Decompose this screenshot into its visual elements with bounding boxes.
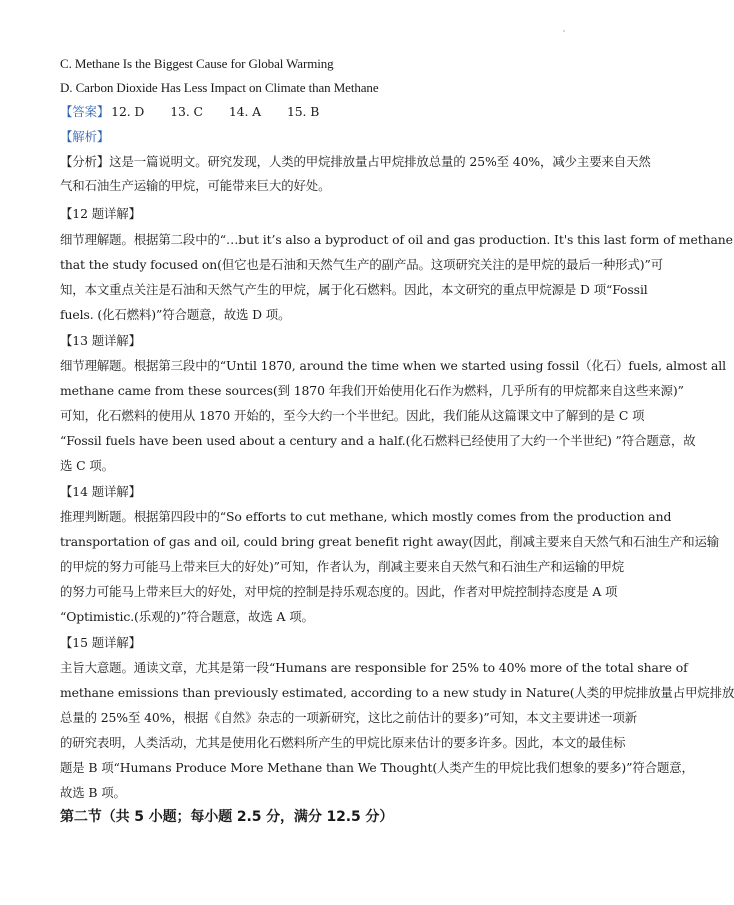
q12-line: fuels. (化石燃料)”符合题意，故选 D 项。 [60, 307, 291, 322]
q13-line: 可知，化石燃料的使用从 1870 开始的，至今大约一个半世纪。因此，我们能从这篇课文中了解到的是 C 项 [60, 408, 645, 423]
q13-line: methane came from these sources(到 1870 年我们开始使用化石作为燃料，几乎所有的甲烷都来自这些来源)” [60, 383, 684, 398]
option-c: C. Methane Is the Biggest Cause for Global Warming [60, 56, 334, 71]
q14-line: 推理判断题。根据第四段中的“So efforts to cut methane, which mostly comes from the production and [60, 509, 672, 524]
q15-line: 总量的 25%至 40%，根据《自然》杂志的一项新研究，这比之前估计的要多)”可知，本文主要讲述一项新 [60, 710, 638, 725]
q15-line: 的研究表明，人类活动，尤其是使用化石燃料所产生的甲烷比原来估计的要多许多。因此，本文的最佳标 [60, 735, 626, 750]
q15-line: methane emissions than previously estimated, according to a new study in Nature(人类的甲烷排放量占甲烷排放 [60, 685, 734, 700]
answer-item: 13. C [170, 104, 203, 119]
overview-line: 【分析】这是一篇说明文。研究发现，人类的甲烷排放量占甲烷排放总量的 25%至 40%，减少主要来自天然 [60, 154, 651, 169]
analysis-label: 【解析】 [60, 129, 110, 144]
q12-line: that the study focused on(但它也是石油和天然气生产的副产品。这项研究关注的是甲烷的最后一种形式)”可 [60, 257, 664, 272]
q13-title: 【13 题详解】 [60, 333, 141, 348]
q14-title: 【14 题详解】 [60, 484, 141, 499]
section-heading: 第二节（共 5 小题；每小题 2.5 分，满分 12.5 分） [60, 809, 394, 825]
q15-line: 主旨大意题。通读文章，尤其是第一段“Humans are responsible for 25% to 40% more of the total share of [60, 660, 688, 675]
q13-line: 选 C 项。 [60, 458, 114, 473]
q12-title: 【12 题详解】 [60, 206, 141, 221]
q12-line: 知，本文重点关注是石油和天然气产生的甲烷，属于化石燃料。因此，本文研究的重点甲烷源是 D 项“Fossil [60, 282, 648, 297]
q15-title: 【15 题详解】 [60, 635, 141, 650]
q13-line: 细节理解题。根据第三段中的“Until 1870, around the time when we started using fossil（化石）fuels, almost all [60, 358, 726, 373]
overview-line: 气和石油生产运输的甲烷，可能带来巨大的好处。 [60, 178, 331, 193]
q15-line: 故选 B 项。 [60, 785, 126, 800]
scan-speck [563, 30, 565, 32]
answer-item: 12. D [111, 104, 145, 119]
q14-line: 的甲烷的努力可能马上带来巨大的好处)”可知，作者认为，削减主要来自天然气和石油生产和运输的甲烷 [60, 559, 625, 574]
option-d: D. Carbon Dioxide Has Less Impact on Climate than Methane [60, 80, 379, 95]
q14-line: 的努力可能马上带来巨大的好处，对甲烷的控制是持乐观态度的。因此，作者对甲烷控制持态度是 A 项 [60, 584, 618, 599]
q12-line: 细节理解题。根据第二段中的“…but it’s also a byproduct of oil and gas production. It's this last form of methane [60, 232, 733, 247]
q14-line: “Optimistic.(乐观的)”符合题意，故选 A 项。 [60, 609, 314, 624]
answer-label: 【答案】 [60, 104, 110, 119]
q13-line: “Fossil fuels have been used about a century and a half.(化石燃料已经使用了大约一个半世纪) ”符合题意，故 [60, 433, 696, 448]
q14-line: transportation of gas and oil, could bring great benefit right away(因此，削减主要来自天然气和石油生产和运输 [60, 534, 720, 549]
answer-row [60, 104, 588, 120]
answer-item: 15. B [286, 104, 320, 119]
q15-line: 题是 B 项“Humans Produce More Methane than We Thought(人类产生的甲烷比我们想象的要多)”符合题意， [60, 760, 694, 775]
answer-item: 14. A [228, 104, 261, 119]
